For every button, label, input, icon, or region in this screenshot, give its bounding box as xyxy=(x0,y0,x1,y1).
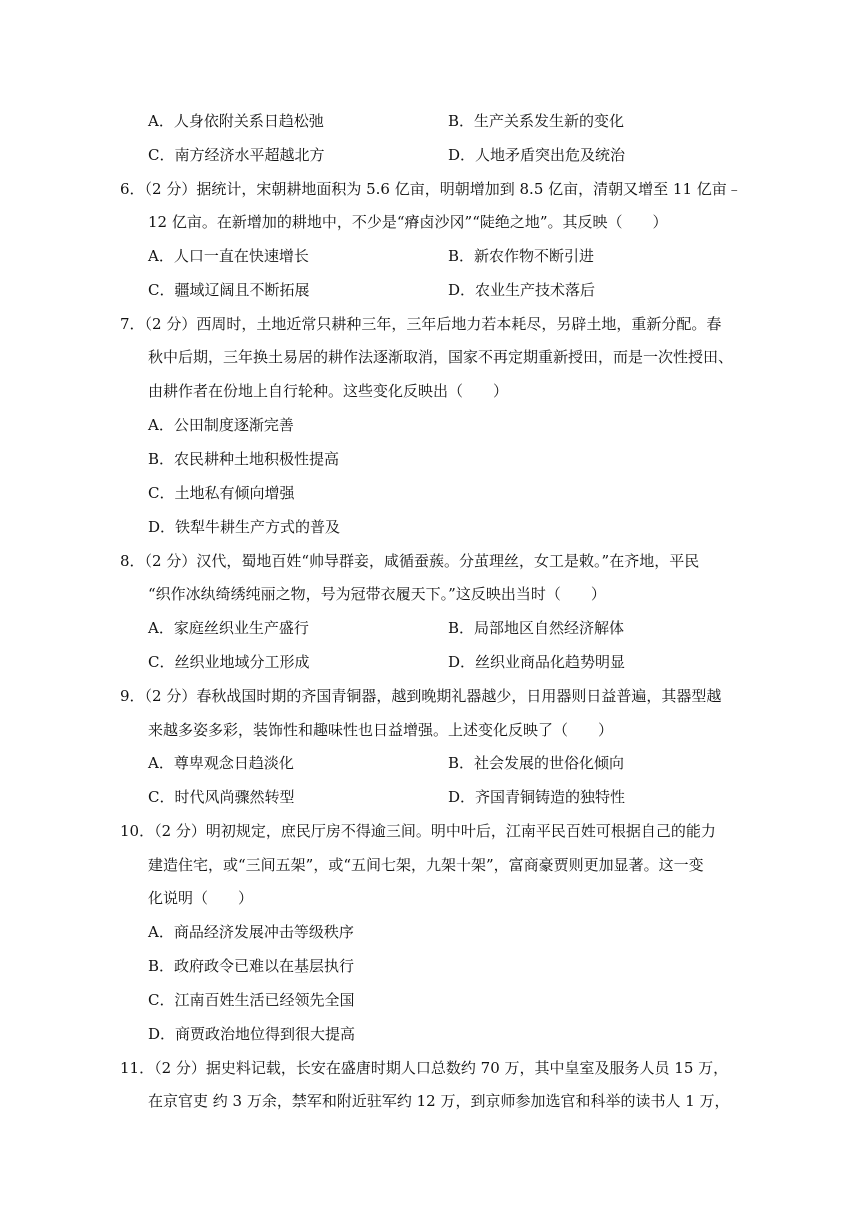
q9-stem-line-1: 9．（2 分）春秋战国时期的齐国青铜器，越到晚期礼器越少，日用器则日益普遍，其器型越 xyxy=(120,687,722,705)
q7-option-a: A．公田制度逐渐完善 xyxy=(148,416,294,434)
q8-stem-line-2: “织作冰纨绮绣纯丽之物，号为冠带衣履天下。”这反映出当时（ ） xyxy=(148,585,606,603)
q10-option-b: B．政府政令已难以在基层执行 xyxy=(148,957,355,975)
q10-option-a: A．商品经济发展冲击等级秩序 xyxy=(148,923,354,941)
q8-option-d: D．丝织业商品化趋势明显 xyxy=(448,653,626,671)
q5-option-d: D．人地矛盾突出危及统治 xyxy=(448,146,626,164)
q8-option-b: B．局部地区自然经济解体 xyxy=(448,619,625,637)
q6-stem-line-2: 12 亿亩。在新增加的耕地中，不少是“瘠卤沙冈”“陡绝之地”。其反映（ ） xyxy=(148,213,668,231)
q5-option-b: B．生产关系发生新的变化 xyxy=(448,112,625,130)
q11-stem-line-2: 在京官吏 约 3 万余，禁军和附近驻军约 12 万，到京师参加选官和科举的读书人 1 万， xyxy=(148,1092,730,1110)
q7-option-d: D．铁犁牛耕生产方式的普及 xyxy=(148,518,341,536)
q7-stem-line-3: 由耕作者在份地上自行轮种。这些变化反映出（ ） xyxy=(148,382,509,400)
q10-option-d: D．商贾政治地位得到很大提高 xyxy=(148,1025,356,1043)
q6-stem-line-1: 6．（2 分）据统计，宋朝耕地面积为 5.6 亿亩，明朝增加到 8.5 亿亩，清朝又增至 11 亿亩﹣ xyxy=(120,180,742,198)
q11-stem-line-1: 11．（2 分）据史料记载，长安在盛唐时期人口总数约 70 万，其中皇室及服务人员 15 万， xyxy=(120,1059,729,1077)
q9-stem-line-2: 来越多姿多彩，装饰性和趣味性也日益增强。上述变化反映了（ ） xyxy=(148,721,614,739)
q10-stem-line-2: 建造住宅，或“三间五架”，或“五间七架，九架十架”，富商豪贾则更加显著。这一变 xyxy=(148,856,704,874)
q6-option-c: C．疆域辽阔且不断拓展 xyxy=(148,281,310,299)
q7-stem-line-2: 秋中后期，三年换土易居的耕作法逐渐取消，国家不再定期重新授田，而是一次性授田、 xyxy=(148,348,734,366)
q10-stem-line-1: 10．（2 分）明初规定，庶民厅房不得逾三间。明中叶后，江南平民百姓可根据自己的能力 xyxy=(120,822,716,840)
q9-option-c: C．时代风尚骤然转型 xyxy=(148,788,295,806)
q8-option-c: C．丝织业地域分工形成 xyxy=(148,653,310,671)
q7-option-c: C．土地私有倾向增强 xyxy=(148,484,295,502)
q5-option-c: C．南方经济水平超越北方 xyxy=(148,146,325,164)
q5-option-a: A．人身依附关系日趋松弛 xyxy=(148,112,324,130)
q6-option-d: D．农业生产技术落后 xyxy=(448,281,596,299)
q8-option-a: A．家庭丝织业生产盛行 xyxy=(148,619,309,637)
q9-option-b: B．社会发展的世俗化倾向 xyxy=(448,754,625,772)
q7-stem-line-1: 7．（2 分）西周时，土地近常只耕种三年，三年后地力若本耗尽，另辟土地，重新分配。春 xyxy=(120,315,722,333)
q6-option-b: B．新农作物不断引进 xyxy=(448,247,595,265)
q10-stem-line-3: 化说明（ ） xyxy=(148,889,254,907)
q9-option-d: D．齐国青铜铸造的独特性 xyxy=(448,788,626,806)
q8-stem-line-1: 8．（2 分）汉代，蜀地百姓“帅导群妾，咸循蚕蔟。分茧理丝，女工是敕。”在齐地，平民 xyxy=(120,552,700,570)
q10-option-c: C．江南百姓生活已经领先全国 xyxy=(148,991,355,1009)
q9-option-a: A．尊卑观念日趋淡化 xyxy=(148,754,294,772)
q7-option-b: B．农民耕种土地积极性提高 xyxy=(148,450,340,468)
q6-option-a: A．人口一直在快速增长 xyxy=(148,247,309,265)
